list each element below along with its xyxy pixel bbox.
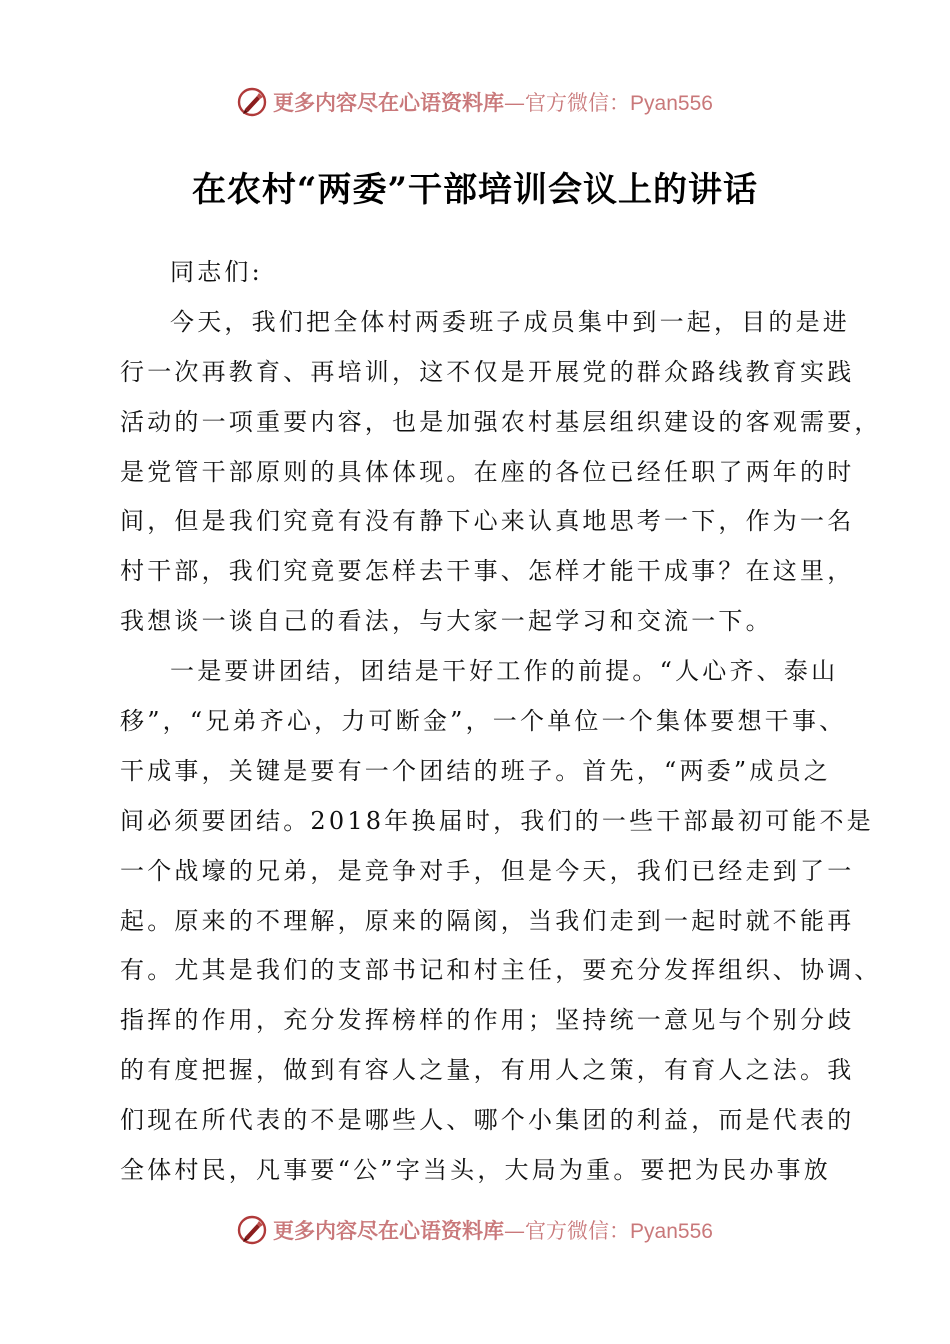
text-line: 是党管干部原则的具体体现。在座的各位已经任职了两年的时 [120,457,855,486]
watermark-label: 官方微信： [525,91,631,115]
watermark-text [273,1215,713,1245]
footer-watermark [0,1210,950,1250]
text-line: 活动的一项重要内容，也是加强农村基层组织建设的客观需要， [120,407,882,436]
text-line: 行一次再教育、再培训，这不仅是开展党的群众路线教育实践 [120,357,855,386]
pen-logo-icon [237,87,267,117]
watermark-separator: — [504,1219,526,1243]
text-line: 间必须要团结。2018年换届时，我们的一些干部最初可能不是 [120,806,874,835]
text-line: 今天，我们把全体村两委班子成员集中到一起，目的是进 [170,307,850,336]
text-line: 指挥的作用，充分发挥榜样的作用；坚持统一意见与个别分歧 [120,1006,855,1035]
text-line: 一个战壕的兄弟，是竞争对手，但是今天，我们已经走到了一 [120,856,855,885]
text-line: 移”，“兄弟齐心，力可断金”，一个单位一个集体要想干事、 [120,707,847,736]
text-line: 们现在所代表的不是哪些人、哪个小集团的利益，而是代表的 [120,1106,855,1135]
text-line: 村干部，我们究竟要怎样去干事、怎样才能干成事？在这里， [120,557,855,586]
text-line: 间，但是我们究竟有没有静下心来认真地思考一下，作为一名 [120,507,855,536]
document-title: 在农村“两委”干部培训会议上的讲话 [191,170,759,210]
watermark-label: 官方微信： [525,1219,631,1243]
text-line: 干成事，关键是要有一个团结的班子。首先，“两委”成员之 [120,756,831,785]
watermark-main: 更多内容尽在心语资料库 [273,1218,505,1243]
watermark-main: 更多内容尽在心语资料库 [273,90,505,115]
header-watermark [0,82,950,122]
text-line: 的有度把握，做到有容人之量，有用人之策，有育人之法。我 [120,1056,855,1085]
watermark-id: Pyan556 [630,92,713,115]
text-line: 起。原来的不理解，原来的隔阂，当我们走到一起时就不能再 [120,906,855,935]
watermark-text [273,87,713,117]
watermark-separator: — [504,91,526,115]
pen-logo-icon [237,1215,267,1245]
watermark-id: Pyan556 [630,1220,713,1243]
text-line: 有。尤其是我们的支部书记和村主任，要充分发挥组织、协调、 [120,956,882,985]
text-line: 我想谈一谈自己的看法，与大家一起学习和交流一下。 [120,607,773,636]
text-line: 全体村民，凡事要“公”字当头，大局为重。要把为民办事放 [120,1156,831,1185]
document-body [120,248,882,1196]
text-line: 一是要讲团结，团结是干好工作的前提。“人心齐、泰山 [170,657,839,686]
text-line: 同志们: [170,258,263,286]
